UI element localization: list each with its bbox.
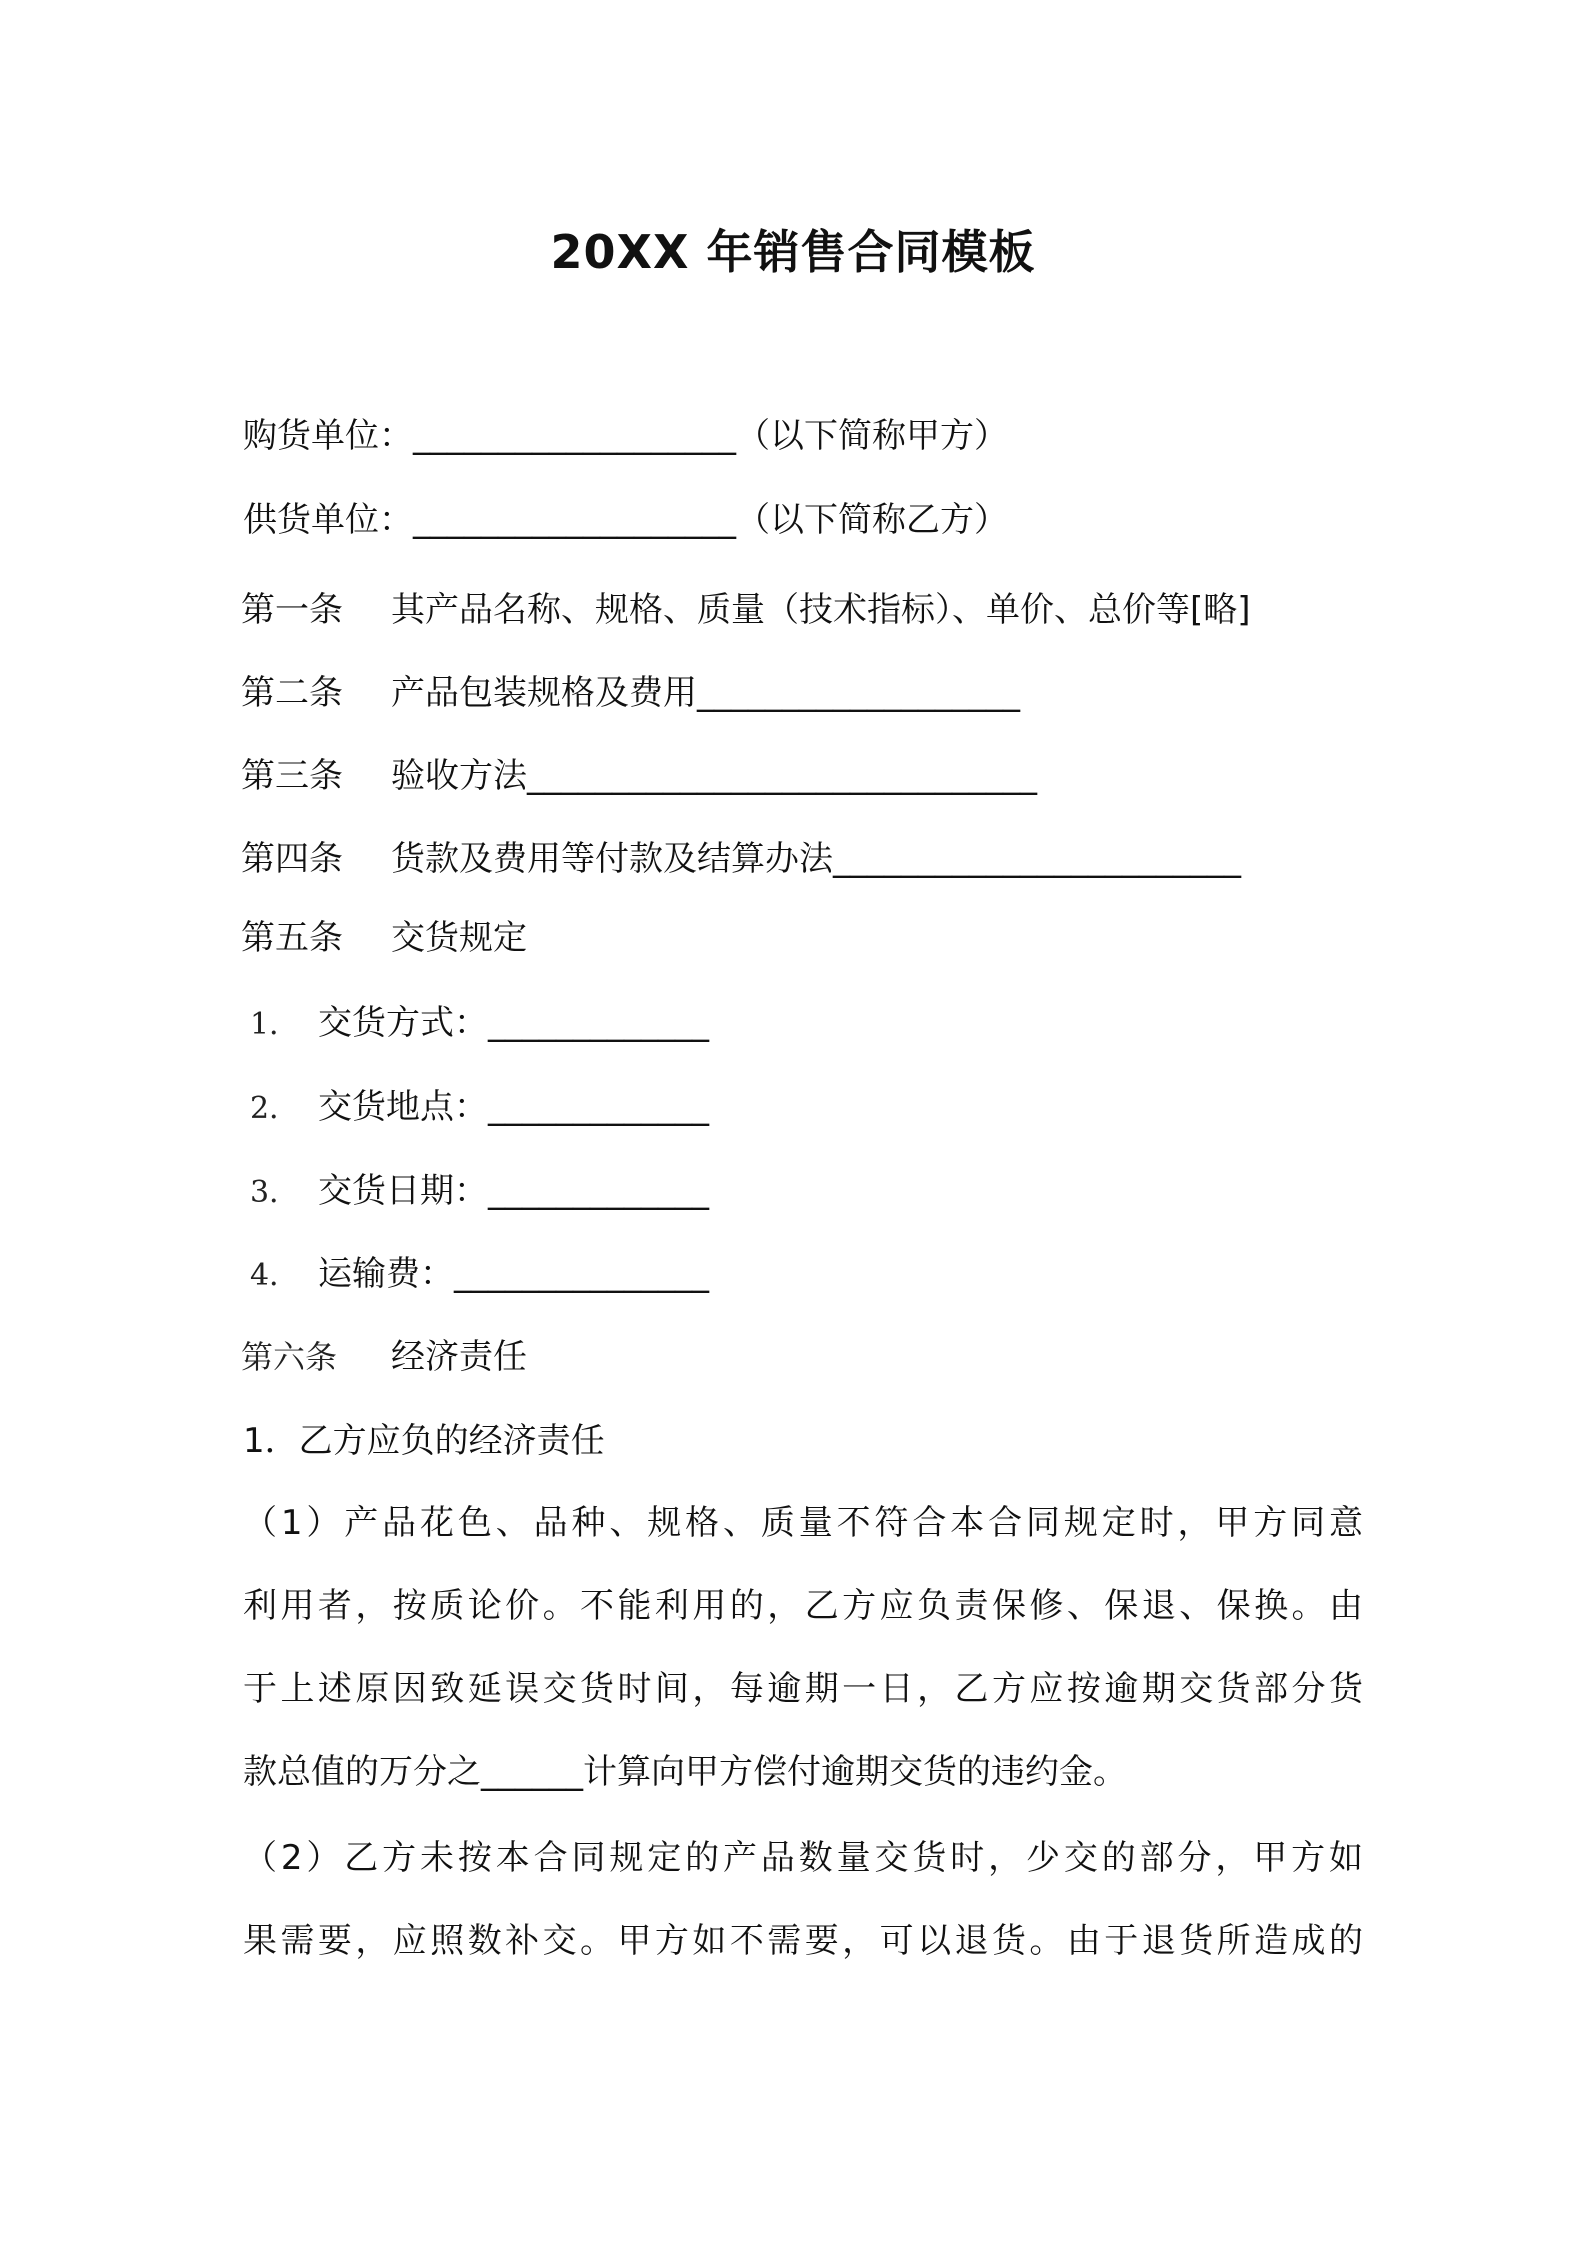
buyer-line xyxy=(243,413,1008,459)
article-text: 货款及费用等付款及结算办法________________________ xyxy=(391,839,1241,879)
seller-label: 供货单位： xyxy=(243,500,413,540)
buyer-note: （以下简称甲方） xyxy=(736,416,1008,456)
article-text: 其产品名称、规格、质量（技术指标）、单价、总价等[略] xyxy=(391,590,1251,630)
seller-blank: ___________________ xyxy=(413,500,736,540)
delivery-item-3 xyxy=(250,1168,709,1216)
item-number: 3． xyxy=(250,1175,300,1210)
paragraph-2 xyxy=(243,1817,1363,1983)
article-number: 第一条 xyxy=(241,590,343,630)
article-number: 第五条 xyxy=(241,918,343,958)
article-1 xyxy=(241,587,1251,633)
delivery-item-4 xyxy=(250,1251,709,1299)
paragraph-line: 果需要，应照数补交。甲方如不需要，可以退货。由于退货所造成的 xyxy=(243,1921,1363,1961)
paragraph-line: 款总值的万分之______计算向甲方偿付逾期交货的违约金。 xyxy=(243,1752,1127,1792)
article-text: 交货规定 xyxy=(391,918,527,958)
article-5 xyxy=(241,915,527,961)
article-6 xyxy=(241,1334,527,1380)
paragraph-line: 利用者，按质论价。不能利用的，乙方应负责保修、保退、保换。由 xyxy=(243,1586,1363,1626)
buyer-blank: ___________________ xyxy=(413,416,736,456)
article-text: 产品包装规格及费用___________________ xyxy=(391,673,1020,713)
delivery-item-2 xyxy=(250,1084,709,1132)
paragraph-line: （2）乙方未按本合同规定的产品数量交货时，少交的部分，甲方如 xyxy=(243,1838,1363,1878)
item-number: 4． xyxy=(250,1258,300,1293)
item-text: 交货方式：_____________ xyxy=(318,1003,709,1043)
paragraph-line: 于上述原因致延误交货时间，每逾期一日，乙方应按逾期交货部分货 xyxy=(243,1669,1363,1709)
document-title: 20XX 年销售合同模板 xyxy=(550,225,1036,279)
article-text: 验收方法______________________________ xyxy=(391,756,1037,796)
delivery-item-1 xyxy=(250,1000,709,1048)
article-2 xyxy=(241,670,1020,716)
item-text: 交货地点：_____________ xyxy=(318,1087,709,1127)
seller-note: （以下简称乙方） xyxy=(736,500,1008,540)
paragraph-1 xyxy=(243,1482,1363,1814)
section-1-heading: 1．乙方应负的经济责任 xyxy=(243,1421,605,1461)
article-number: 第二条 xyxy=(241,673,343,713)
item-number: 2． xyxy=(250,1091,300,1126)
article-number: 第六条 xyxy=(241,1338,338,1376)
paragraph-line: （1）产品花色、品种、规格、质量不符合本合同规定时，甲方同意 xyxy=(243,1503,1363,1543)
item-number: 1． xyxy=(250,1007,300,1042)
article-3 xyxy=(241,753,1037,799)
article-number: 第四条 xyxy=(241,839,343,879)
item-text: 运输费：_______________ xyxy=(318,1254,709,1294)
seller-line xyxy=(243,497,1008,543)
article-number: 第三条 xyxy=(241,756,343,796)
article-text: 经济责任 xyxy=(391,1337,527,1377)
article-4 xyxy=(241,836,1241,882)
buyer-label: 购货单位： xyxy=(243,416,413,456)
item-text: 交货日期：_____________ xyxy=(318,1171,709,1211)
